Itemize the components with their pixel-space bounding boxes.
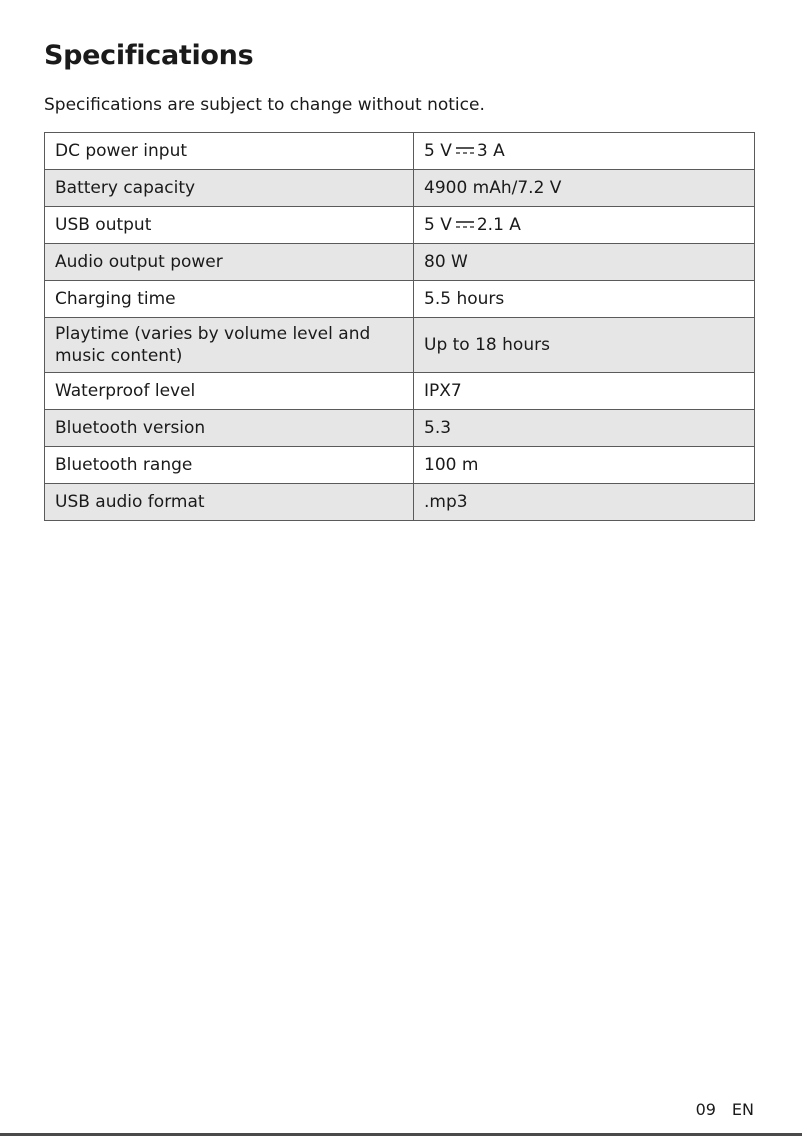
spec-row bbox=[45, 484, 755, 521]
spec-label: Battery capacity bbox=[45, 170, 414, 207]
spec-value: 100 m bbox=[414, 447, 755, 484]
spec-row bbox=[45, 318, 755, 373]
spec-label: Playtime (varies by volume level and music content) bbox=[45, 318, 414, 373]
dc-current-icon bbox=[456, 146, 474, 155]
page-title: Specifications bbox=[44, 40, 254, 71]
specifications-table bbox=[44, 132, 755, 521]
spec-label: Bluetooth version bbox=[45, 410, 414, 447]
spec-value: IPX7 bbox=[414, 373, 755, 410]
spec-label: Audio output power bbox=[45, 244, 414, 281]
spec-value: 80 W bbox=[414, 244, 755, 281]
spec-label: USB output bbox=[45, 207, 414, 244]
spec-label: Bluetooth range bbox=[45, 447, 414, 484]
spec-label: USB audio format bbox=[45, 484, 414, 521]
spec-row bbox=[45, 244, 755, 281]
spec-row bbox=[45, 133, 755, 170]
spec-row bbox=[45, 207, 755, 244]
dc-current-icon bbox=[456, 220, 474, 229]
spec-value-prefix: 5 V bbox=[424, 215, 452, 235]
spec-row bbox=[45, 410, 755, 447]
page-number: 09 bbox=[695, 1100, 716, 1119]
page-footer bbox=[696, 1099, 754, 1121]
spec-row bbox=[45, 373, 755, 410]
language-code: EN bbox=[731, 1100, 754, 1119]
spec-label: Waterproof level bbox=[45, 373, 414, 410]
spec-value-suffix: 3 A bbox=[476, 141, 505, 161]
specifications-notice: Specifications are subject to change without notice. bbox=[44, 95, 485, 115]
spec-value bbox=[414, 133, 755, 170]
spec-value: .mp3 bbox=[414, 484, 755, 521]
spec-label: DC power input bbox=[45, 133, 414, 170]
spec-value bbox=[414, 207, 755, 244]
spec-value-suffix: 2.1 A bbox=[476, 215, 521, 235]
spec-value: 4900 mAh/7.2 V bbox=[414, 170, 755, 207]
spec-value: Up to 18 hours bbox=[414, 318, 755, 373]
spec-label: Charging time bbox=[45, 281, 414, 318]
spec-row bbox=[45, 447, 755, 484]
spec-row bbox=[45, 170, 755, 207]
spec-row bbox=[45, 281, 755, 318]
spec-value: 5.5 hours bbox=[414, 281, 755, 318]
spec-value: 5.3 bbox=[414, 410, 755, 447]
spec-value-prefix: 5 V bbox=[424, 141, 452, 161]
